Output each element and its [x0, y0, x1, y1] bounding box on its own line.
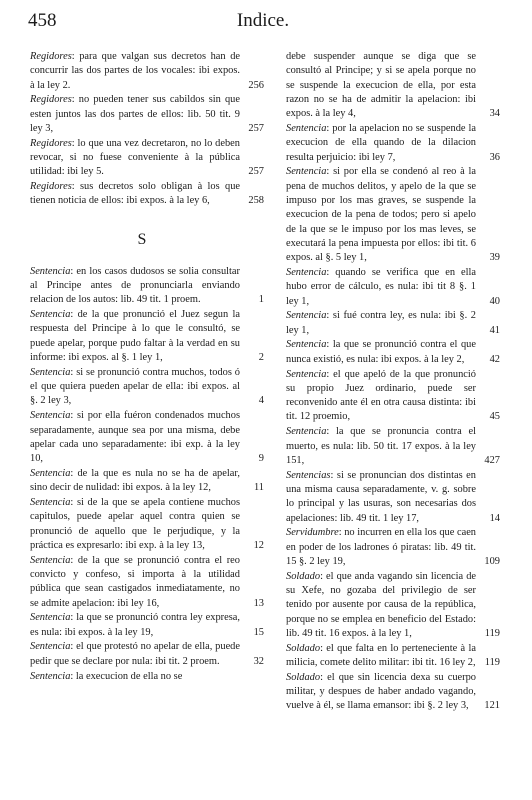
entry-page-ref: 2 — [258, 352, 264, 364]
index-entry — [286, 642, 500, 671]
index-entry — [30, 496, 264, 553]
entry-page-ref: 14 — [489, 512, 500, 524]
entry-page-ref: 15 — [253, 626, 264, 638]
entry-text: : la que se pronunció contra el que nunca existió, es nula: ibi expos. à la ley 2, — [286, 339, 476, 365]
index-entry — [286, 469, 500, 526]
entry-headword: Sentencia — [286, 166, 327, 178]
index-entry — [286, 309, 500, 338]
index-entry — [286, 526, 500, 569]
entry-page-ref: 257 — [248, 122, 264, 134]
entry-text: : lo que una vez decretaron, no lo deben revocar, si no fuese conveniente à la pública utilidad: ibi ley 5. — [30, 137, 240, 178]
entry-text: : la que se pronunció contra ley expresa, es nula: ibi expos. à la ley 19, — [30, 612, 240, 638]
entry-text: : para que valgan sus decretos han de concurrir las dos partes de los vocales: ibi expos. à la ley 2. — [30, 51, 240, 91]
entry-headword: Sentencia — [286, 310, 327, 322]
index-entry — [30, 467, 264, 496]
entry-headword: Servidumbre — [286, 527, 339, 539]
entry-headword: Sentencia — [286, 368, 327, 380]
index-entry — [286, 570, 500, 641]
entry-text: debe suspender aunque se diga que se consultó al Principe; y si se apela porque no se suspende la execucion de ella, por esta razon no se ha de admitir la apelacion: ibi expos. à la ley 4, — [286, 51, 476, 120]
entry-page-ref: 4 — [258, 395, 264, 407]
section-letter: S — [137, 230, 147, 248]
entry-page-ref: 256 — [248, 79, 264, 91]
index-entry — [30, 640, 264, 669]
entry-page-ref: 119 — [484, 627, 500, 639]
entry-text: : si se pronuncian dos distintas en una misma causa separadamente, v. g. sobre lo principal y las usuras, son necesarias dos apelaciones: lib. 49 tit. 1 ley 17, — [286, 469, 476, 524]
entry-headword: Soldado — [286, 642, 321, 654]
entry-headword: Soldado — [286, 671, 321, 683]
entry-page-ref: 257 — [248, 166, 264, 178]
entry-headword: Soldado — [286, 570, 321, 582]
entry-text: : el que anda vagando sin licencia de su Xefe, no gozaba del privilegio de ser tenido por ausente por causa de la república, porque no se emplea en beneficio del Estado: lib. 49 tit. 16 expos. à la ley 1, — [286, 570, 476, 639]
entry-page-ref: 12 — [253, 539, 264, 551]
entry-page-ref: 121 — [484, 700, 500, 712]
entry-page-ref: 1 — [258, 294, 264, 306]
index-entry — [30, 137, 264, 180]
entry-text: : si se pronunció contra muchos, todos ó el que quiera pueden apelar de ella: ibi expos. al §. 2 ley 3, — [30, 366, 240, 407]
entries-s-continued-list — [286, 50, 500, 714]
entry-page-ref: 11 — [253, 482, 264, 494]
entry-text: : si fué contra ley, es nula: ibi §. 2 ley 1, — [286, 310, 476, 336]
index-entry — [286, 368, 500, 425]
index-entry — [286, 122, 500, 165]
index-entry — [286, 425, 500, 468]
entry-headword: Regidores — [30, 51, 72, 62]
entry-page-ref: 42 — [489, 353, 500, 365]
index-entry — [30, 554, 264, 611]
entry-text: : de la que se pronunció contra el reo convicto y confeso, si importa à la utilidad pública que sean castigados inmediatamente, no se admite apelacion: ibi ley 16, — [30, 554, 240, 609]
index-entry — [30, 670, 264, 684]
entry-page-ref: 32 — [253, 655, 264, 667]
entry-text: : no pueden tener sus cabildos sin que esten juntos las dos partes de ellos: lib. 50 tit. 9 ley 3, — [30, 94, 240, 134]
entry-text: : sus decretos solo obligan à los que tienen noticia de ellos: ibi expos. à la ley 6, — [30, 181, 240, 207]
entry-headword: Sentencia — [30, 612, 71, 624]
entry-text: : por la apelacion no se suspende la execucion de ella quando de la dilacion resulta perjuicio: ibi ley 7, — [286, 122, 476, 163]
entry-headword: Sentencia — [30, 265, 71, 277]
entry-headword: Sentencias — [286, 469, 331, 481]
entry-page-ref: 41 — [489, 324, 500, 336]
entries-r-list — [30, 50, 264, 209]
entry-headword: Regidores — [30, 181, 72, 193]
entry-headword: Sentencia — [286, 339, 327, 351]
page-number: 458 — [28, 10, 57, 31]
entries-s-list — [30, 265, 264, 684]
index-entry — [30, 50, 264, 93]
index-entry — [30, 409, 264, 466]
index-entry — [286, 50, 500, 121]
entry-text: : de la que pronunció el Juez segun la respuesta del Principe à lo que le consultó, se puede apelar, porque pudo faltar à la verdad en su informe: ibi expos. al §. 1 ley 1, — [30, 309, 240, 364]
entry-text: : si por ella se condenó al reo à la pena de muchos delitos, y apelo de la que se impuso por los mas graves, se suspende la execucion de la pena de todos; pero si apelo de la que se le impuso por los mas leves, se executará la pena impuesta por ellos: ibi tit. 6 expos. al §. 5 ley 1, — [286, 166, 476, 264]
page-header — [28, 10, 498, 36]
entry-text: : el que apeló de la que pronunció su propio Juez ordinario, puede ser reconvenido ante él en otra causa distinta: ibi tit. 12 proemio, — [286, 368, 476, 423]
index-entry — [30, 611, 264, 640]
entry-headword: Sentencia — [30, 366, 71, 378]
entry-text: : la execucion de ella no se — [70, 670, 183, 682]
entry-page-ref: 45 — [489, 411, 500, 423]
entry-headword: Sentencia — [286, 122, 327, 134]
entry-page-ref: 9 — [258, 453, 264, 465]
entry-text: : el que sin licencia dexa su cuerpo militar, y despues de haber andado vagando, vuelve à él, se llama emansor: ibi §. 2 ley 3, — [286, 671, 476, 712]
entry-text: : no incurren en ella los que caen en poder de los ladrones ó piratas: lib. 49 tit. 15 §. 2 ley 19, — [286, 527, 476, 567]
index-entry — [30, 366, 264, 409]
entry-text: : de la que es nula no se ha de apelar, sino decir de nulidad: ibi expos. à la ley 12, — [30, 467, 240, 494]
entry-page-ref: 109 — [484, 555, 500, 567]
entry-headword: Sentencia — [286, 266, 327, 278]
entry-page-ref: 427 — [484, 454, 500, 466]
entry-text: : la que se pronuncia contra el muerto, es nula: lib. 50 tit. 17 expos. à la ley 151, — [286, 426, 476, 466]
entry-text: : el que falta en lo perteneciente à la milicia, comete delito militar: ibi tit. 16 ley 2, — [286, 642, 476, 668]
entry-headword: Sentencia — [30, 554, 71, 566]
entry-headword: Regidores — [30, 137, 72, 149]
right-column — [286, 50, 500, 714]
index-entry — [30, 93, 264, 136]
running-head: Indice. — [236, 10, 290, 31]
entry-headword: Sentencia — [30, 467, 71, 479]
index-entry — [30, 265, 264, 308]
index-entry — [286, 165, 500, 265]
index-entry — [30, 180, 264, 209]
index-entry — [286, 671, 500, 714]
entry-text: : si de la que se apela contiene muchos capitulos, puede apelar aquel contra quien se pronunció de aquello que le perjudique, y la práctica es expresarlo: ibi exp. à la ley 13, — [30, 497, 240, 551]
index-entry — [286, 338, 500, 367]
entry-headword: Sentencia — [30, 309, 71, 321]
entry-page-ref: 39 — [489, 252, 500, 264]
entry-text: : quando se verifica que en ella hubo error de cálculo, es nula: ibi tit 8 §. 1 ley 1, — [286, 266, 476, 307]
entry-page-ref: 34 — [489, 108, 500, 120]
entry-headword: Sentencia — [286, 426, 327, 438]
entry-headword: Sentencia — [30, 641, 71, 653]
entry-page-ref: 13 — [253, 597, 264, 609]
entry-headword: Regidores — [30, 94, 72, 106]
entry-text: : en los casos dudosos se solia consultar al Principe antes de pronunciarla enviando relacion de los autos: lib. 49 tit. 1 proem. — [30, 265, 240, 306]
entry-headword: Sentencia — [30, 670, 71, 682]
index-entry — [30, 308, 264, 365]
entry-headword: Sentencia — [30, 410, 71, 422]
entry-text: : si por ella fuéron condenados muchos separadamente, aunque sea por una misma, debe apelar cada uno separadamente: ibi exp. à la ley 10, — [30, 410, 240, 465]
entry-page-ref: 258 — [248, 195, 264, 207]
entry-headword: Sentencia — [30, 497, 71, 509]
left-column — [30, 50, 264, 684]
entry-page-ref: 40 — [489, 295, 500, 307]
entry-text: : el que protestó no apelar de ella, puede pedir que se declare por nula: ibi tit. 2 proem. — [30, 641, 240, 667]
entry-page-ref: 119 — [484, 656, 500, 668]
entry-page-ref: 36 — [489, 151, 500, 163]
index-entry — [286, 266, 500, 309]
